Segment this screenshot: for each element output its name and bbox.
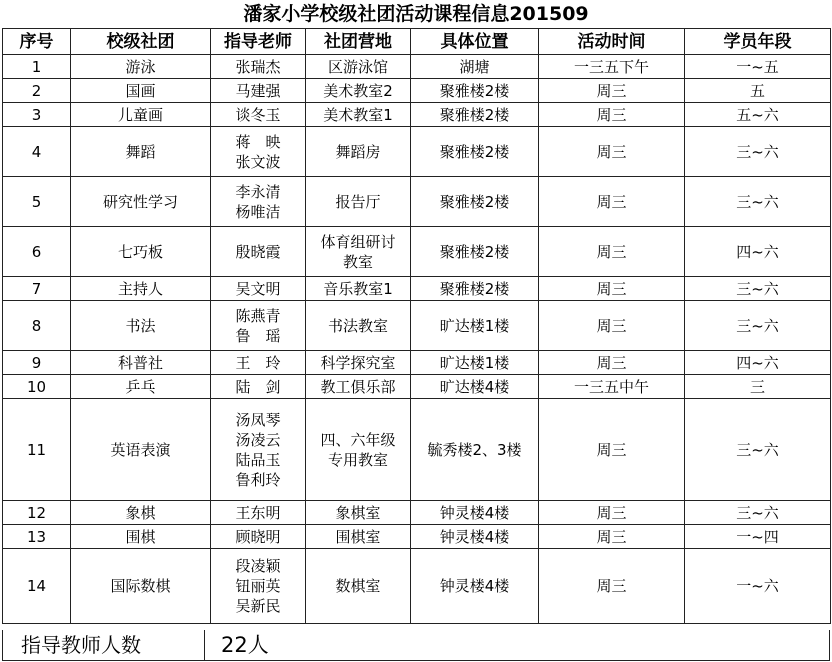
grade-range: 五 <box>685 79 831 103</box>
teacher-names-line: 鲁 瑶 <box>235 326 281 345</box>
activity-time: 周三 <box>539 351 685 375</box>
club-name: 英语表演 <box>71 399 211 501</box>
club-name: 研究性学习 <box>71 177 211 227</box>
grade-range: 三~六 <box>685 177 831 227</box>
teacher-count-label: 指导教师人数 <box>3 630 205 660</box>
venue-location: 旷达楼4楼 <box>411 375 539 399</box>
teacher-names-line: 汤凌云 <box>235 430 281 449</box>
teacher-names <box>211 79 306 103</box>
venue-location: 聚雅楼2楼 <box>411 103 539 127</box>
table-row <box>3 549 831 624</box>
teacher-names <box>211 501 306 525</box>
club-name: 七巧板 <box>71 227 211 277</box>
club-venue <box>306 103 411 127</box>
club-venue-line: 科学探究室 <box>320 353 396 372</box>
header-cell: 活动时间 <box>539 29 685 55</box>
header-cell: 指导老师 <box>211 29 306 55</box>
club-venue <box>306 549 411 624</box>
club-venue-line: 四、六年级 <box>320 430 396 449</box>
club-venue-line: 数棋室 <box>335 577 381 595</box>
row-number: 11 <box>3 399 71 501</box>
header-cell: 具体位置 <box>411 29 539 55</box>
table-row <box>3 351 831 375</box>
grade-range: 三~六 <box>685 127 831 177</box>
row-number: 7 <box>3 277 71 301</box>
club-venue-line: 体育组研讨 <box>320 232 396 251</box>
club-venue <box>306 277 411 301</box>
club-venue-line: 围棋室 <box>335 527 381 546</box>
row-number: 8 <box>3 301 71 351</box>
teacher-names-line: 陈燕青 <box>235 306 281 325</box>
teacher-names-line: 张瑞杰 <box>235 57 281 76</box>
row-number: 10 <box>3 375 71 399</box>
venue-location: 聚雅楼2楼 <box>411 227 539 277</box>
teacher-names <box>211 375 306 399</box>
club-venue <box>306 301 411 351</box>
teacher-names-line: 李永清 <box>235 182 281 201</box>
teacher-names-line: 钮丽英 <box>235 577 281 595</box>
venue-location: 聚雅楼2楼 <box>411 127 539 177</box>
club-venue <box>306 375 411 399</box>
activity-time: 周三 <box>539 227 685 277</box>
row-number: 9 <box>3 351 71 375</box>
table-row <box>3 79 831 103</box>
club-name: 象棋 <box>71 501 211 525</box>
club-venue-line: 美术教室1 <box>323 105 393 124</box>
teacher-names-line: 鲁利玲 <box>235 470 281 489</box>
venue-location: 钟灵楼4楼 <box>411 525 539 549</box>
grade-range: 三~六 <box>685 399 831 501</box>
teacher-names-line: 谈冬玉 <box>235 105 281 124</box>
teacher-count-value: 22人 <box>221 633 269 657</box>
teacher-names-line: 张文波 <box>235 152 281 171</box>
grade-range: 三~六 <box>685 301 831 351</box>
teacher-names-line: 王东明 <box>235 503 281 522</box>
activity-time: 周三 <box>539 177 685 227</box>
club-name: 围棋 <box>71 525 211 549</box>
grade-range: 一~四 <box>685 525 831 549</box>
teacher-names-line: 陆 剑 <box>235 377 281 396</box>
teacher-names <box>211 55 306 79</box>
venue-location: 旷达楼1楼 <box>411 301 539 351</box>
club-venue <box>306 501 411 525</box>
venue-location: 钟灵楼4楼 <box>411 501 539 525</box>
teacher-names-line: 王 玲 <box>235 353 281 372</box>
grade-range: 三 <box>685 375 831 399</box>
teacher-names-line: 蒋 映 <box>235 132 281 151</box>
grade-range: 一~六 <box>685 549 831 624</box>
grade-range: 四~六 <box>685 351 831 375</box>
club-venue-line: 教室 <box>342 252 373 271</box>
header-cell: 校级社团 <box>71 29 211 55</box>
activity-time: 周三 <box>539 301 685 351</box>
teacher-names-line: 马建强 <box>235 81 281 100</box>
club-venue-line: 区游泳馆 <box>327 57 388 76</box>
club-name: 游泳 <box>71 55 211 79</box>
club-venue-line: 象棋室 <box>335 503 381 522</box>
club-venue <box>306 79 411 103</box>
teacher-names <box>211 351 306 375</box>
venue-location: 湖塘 <box>411 55 539 79</box>
club-name: 书法 <box>71 301 211 351</box>
header-cell: 社团营地 <box>306 29 411 55</box>
table-row <box>3 399 831 501</box>
teacher-names-line: 杨唯洁 <box>235 202 281 221</box>
club-venue <box>306 525 411 549</box>
club-venue-line: 专用教室 <box>327 450 388 469</box>
grade-range: 五~六 <box>685 103 831 127</box>
header-cell: 序号 <box>3 29 71 55</box>
activity-time: 周三 <box>539 525 685 549</box>
venue-location: 毓秀楼2、3楼 <box>411 399 539 501</box>
club-name: 舞蹈 <box>71 127 211 177</box>
venue-location: 聚雅楼2楼 <box>411 79 539 103</box>
sheet-title: 潘家小学校级社团活动课程信息201509 <box>243 3 589 25</box>
teacher-count-row <box>2 630 830 661</box>
row-number: 13 <box>3 525 71 549</box>
club-venue <box>306 351 411 375</box>
row-number: 1 <box>3 55 71 79</box>
activity-time: 一三五下午 <box>539 55 685 79</box>
venue-location: 旷达楼1楼 <box>411 351 539 375</box>
row-number: 12 <box>3 501 71 525</box>
table-row <box>3 301 831 351</box>
teacher-names-line: 汤凤琴 <box>235 410 281 429</box>
club-venue <box>306 177 411 227</box>
teacher-names <box>211 399 306 501</box>
table-row <box>3 227 831 277</box>
teacher-names <box>211 277 306 301</box>
activity-time: 周三 <box>539 549 685 624</box>
row-number: 4 <box>3 127 71 177</box>
club-table <box>2 28 831 624</box>
row-number: 14 <box>3 549 71 624</box>
club-name: 国画 <box>71 79 211 103</box>
activity-time: 一三五中午 <box>539 375 685 399</box>
grade-range: 三~六 <box>685 501 831 525</box>
club-venue-line: 书法教室 <box>327 316 388 335</box>
teacher-names-line: 殷晓霞 <box>235 242 281 261</box>
row-number: 2 <box>3 79 71 103</box>
teacher-names-line: 陆品玉 <box>235 450 281 469</box>
header-row <box>3 29 831 55</box>
activity-time: 周三 <box>539 501 685 525</box>
table-row <box>3 501 831 525</box>
teacher-names <box>211 177 306 227</box>
club-venue <box>306 399 411 501</box>
teacher-names <box>211 227 306 277</box>
row-number: 3 <box>3 103 71 127</box>
activity-time: 周三 <box>539 277 685 301</box>
teacher-names <box>211 103 306 127</box>
venue-location: 聚雅楼2楼 <box>411 177 539 227</box>
table-row <box>3 277 831 301</box>
table-row <box>3 55 831 79</box>
club-name: 乒乓 <box>71 375 211 399</box>
activity-time: 周三 <box>539 103 685 127</box>
activity-time: 周三 <box>539 399 685 501</box>
table-row <box>3 127 831 177</box>
club-name: 主持人 <box>71 277 211 301</box>
club-venue-line: 报告厅 <box>335 192 381 211</box>
club-venue <box>306 127 411 177</box>
teacher-names <box>211 549 306 624</box>
club-name: 科普社 <box>71 351 211 375</box>
activity-time: 周三 <box>539 79 685 103</box>
table-row <box>3 103 831 127</box>
row-number: 6 <box>3 227 71 277</box>
club-venue-line: 舞蹈房 <box>335 142 381 161</box>
table-row <box>3 525 831 549</box>
club-venue-line: 美术教室2 <box>323 81 393 100</box>
row-number: 5 <box>3 177 71 227</box>
header-cell: 学员年段 <box>685 29 831 55</box>
table-row <box>3 177 831 227</box>
table-row <box>3 375 831 399</box>
teacher-names-line: 吴新民 <box>235 597 281 615</box>
grade-range: 三~六 <box>685 277 831 301</box>
venue-location: 聚雅楼2楼 <box>411 277 539 301</box>
teacher-names-line: 顾晓明 <box>235 527 281 546</box>
club-venue <box>306 55 411 79</box>
teacher-names-line: 吴文明 <box>235 279 281 298</box>
activity-time: 周三 <box>539 127 685 177</box>
venue-location: 钟灵楼4楼 <box>411 549 539 624</box>
club-name: 国际数棋 <box>71 549 211 624</box>
teacher-names <box>211 301 306 351</box>
club-name: 儿童画 <box>71 103 211 127</box>
teacher-names <box>211 127 306 177</box>
club-venue-line: 音乐教室1 <box>323 279 393 298</box>
club-venue-line: 教工俱乐部 <box>320 377 396 396</box>
club-venue <box>306 227 411 277</box>
grade-range: 一~五 <box>685 55 831 79</box>
teacher-names <box>211 525 306 549</box>
teacher-names-line: 段凌颖 <box>235 557 281 575</box>
grade-range: 四~六 <box>685 227 831 277</box>
